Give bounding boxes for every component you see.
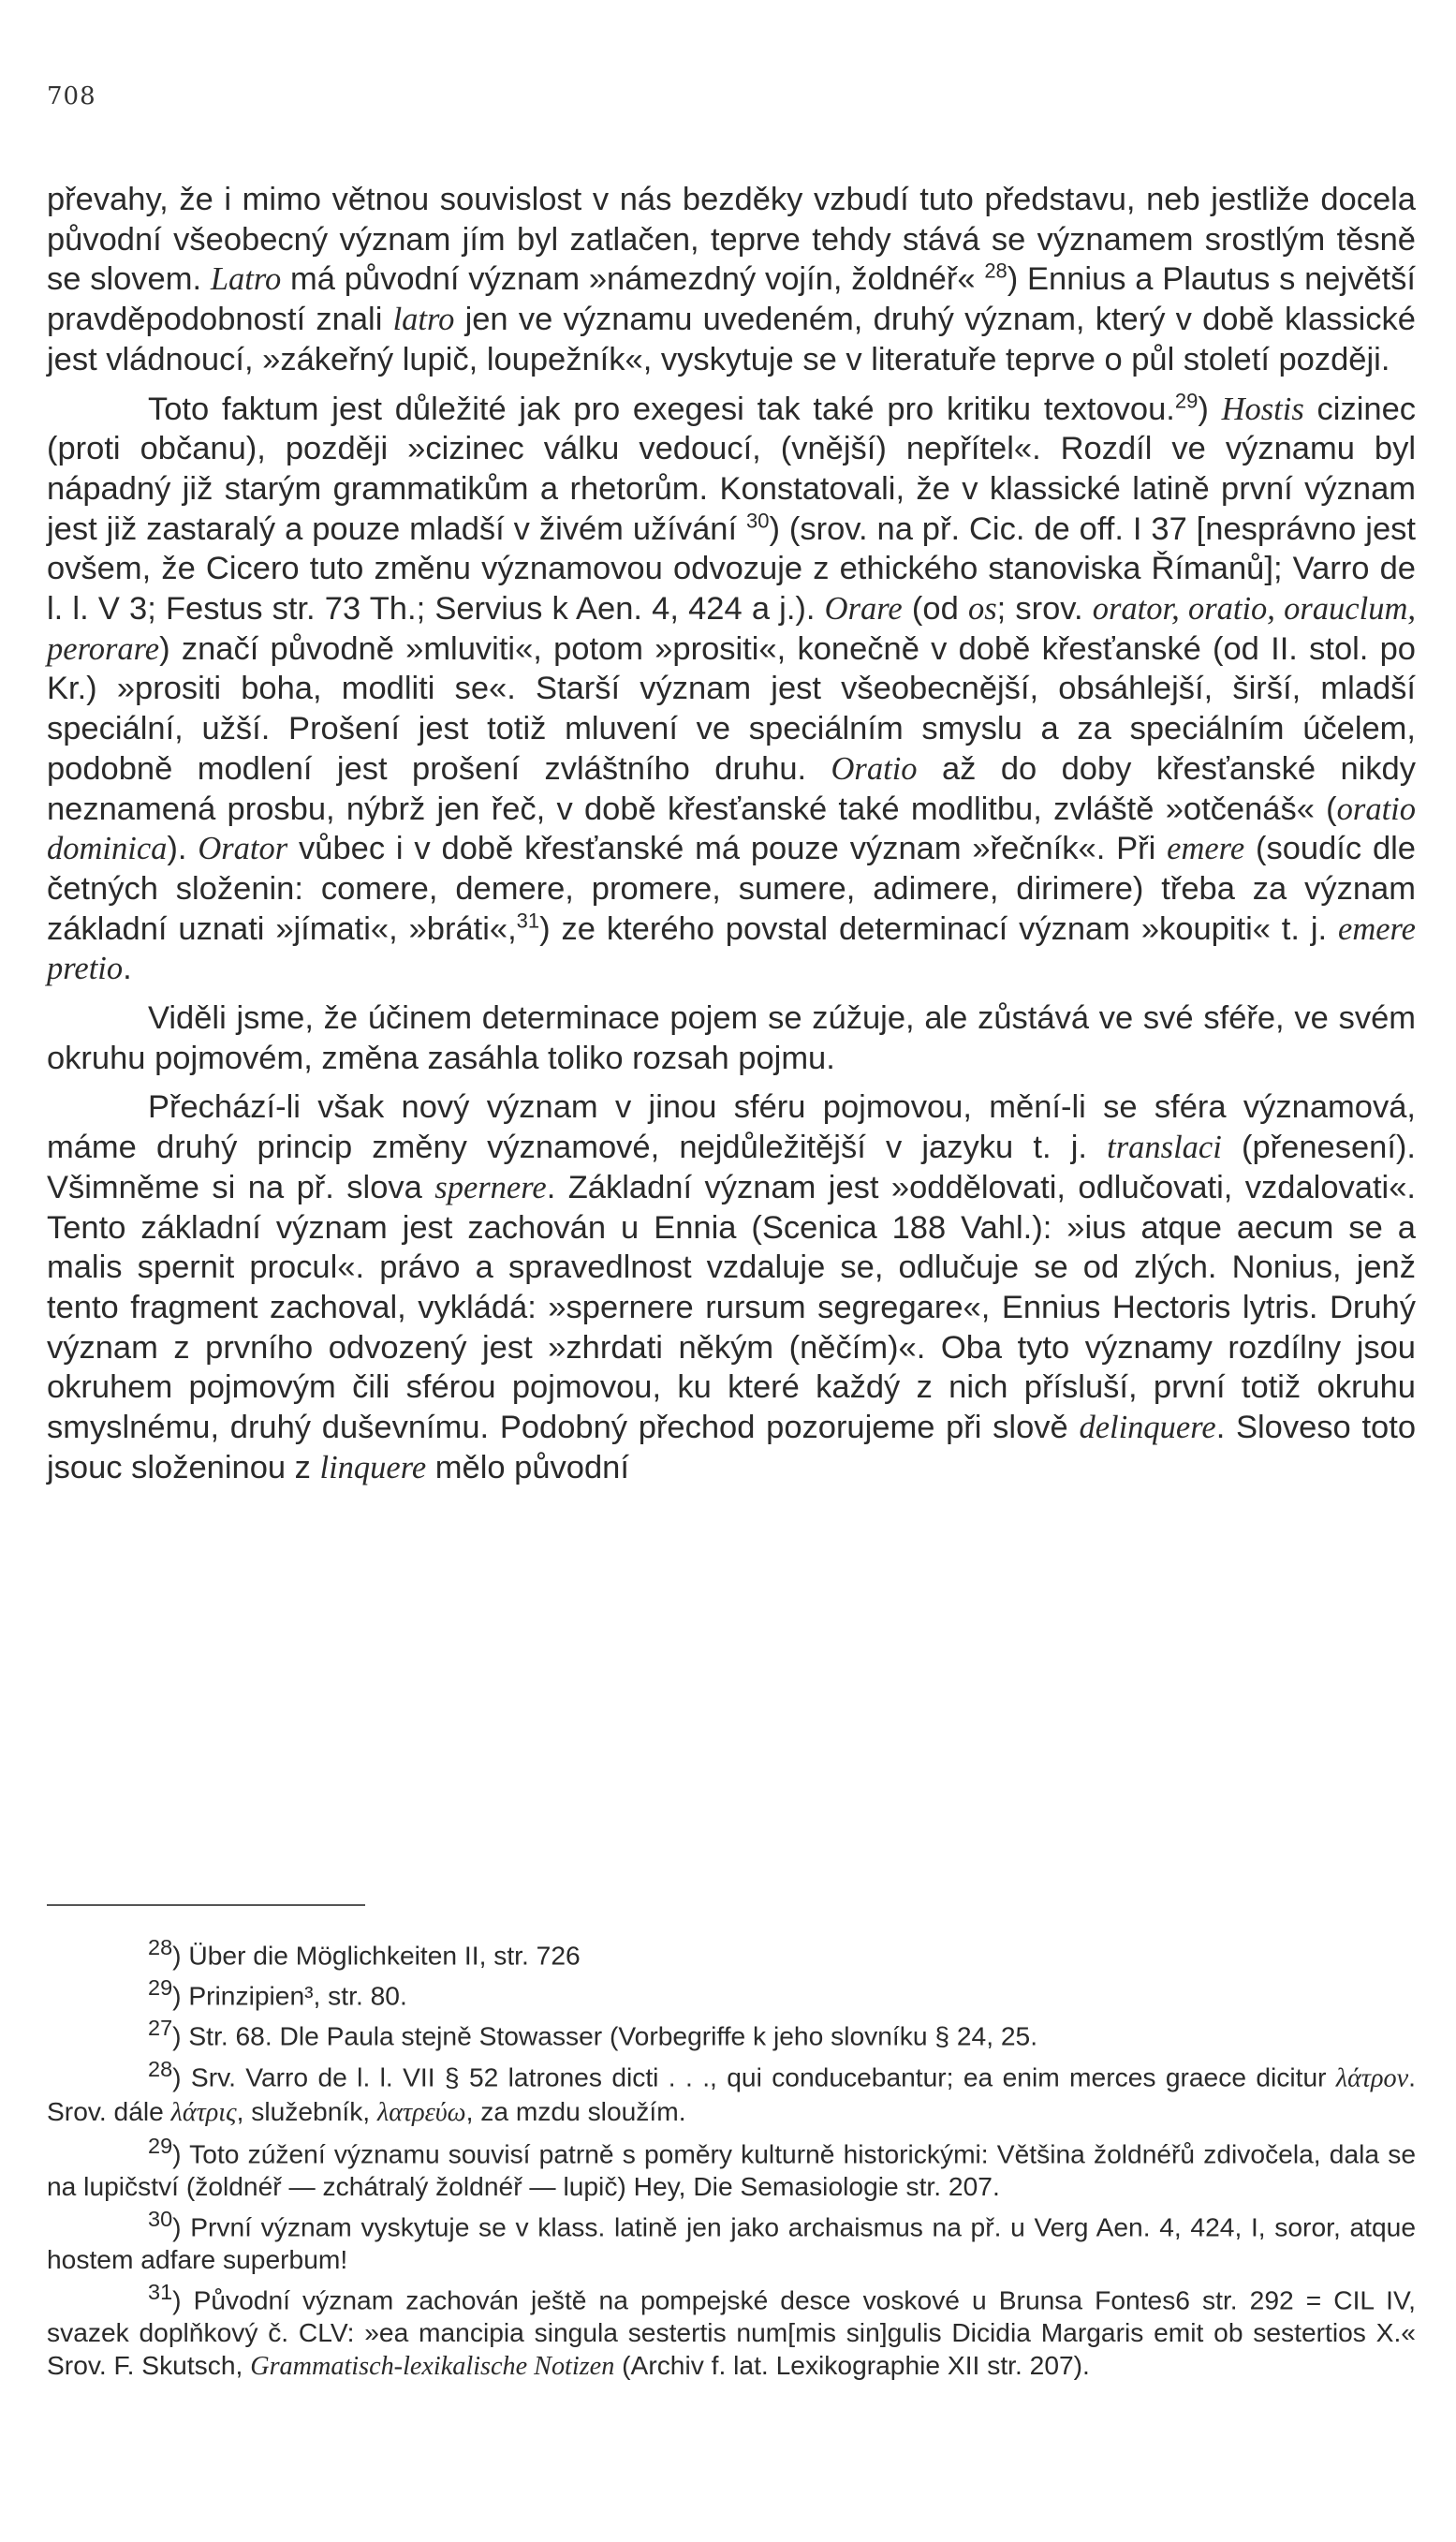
text-run: ) Ennius a Plautus s největší pravděpodobností znali (47, 261, 1416, 338)
text-run: ) První význam vyskytuje se v klass. latině jen jako archaismus na př. u Verg Aen. 4, 424, I, soror, atque hostem adfare superbum! (47, 2210, 1416, 2274)
footnote-ref: 31 (516, 909, 540, 933)
text-run: . Sloveso toto jsouc složeninou z (47, 1410, 1417, 1485)
body-text (47, 180, 1416, 1488)
italic-term: Orator (198, 831, 288, 867)
text-run: ) značí původně »mluviti«, potom »prositi«, konečně v době křesťanské (od II. stol. po Kr.) »prositi boha, modliti se«. Starší význam jest všeobecnější, obsáhlejší, širší, mladší speciální, užší. Prošení jest totiž mluvení ve speciálním smyslu a za speciálním účelem, podobně modlení jest prošení zvláštního druhu. (47, 630, 1416, 787)
text-run: . Základní význam jest »oddělovati, odlučovati, vzdalovati«. Tento základní význam jest zachován u Ennia (Scenica 188 Vahl.): »ius atque aecum se a malis spernit procul«. právo a spravedlnost vzdaluje se, odlučuje se od zlých. Nonius, jenž tento fragment zachoval, vykládá: »spernere rursum segregare«, Ennius Hectoris lytris. Druhý význam z prvního odvozený jest »zhrdati někým (něčím)«. Oba tyto významy rozdílny jsou okruhem pojmovým čili sférou pojmovou, ku které každý z nich přísluší, první totiž okruhu smyslnému, druhý duševnímu. Podobný přechod pozorujeme při slově (47, 1169, 1416, 1446)
footnote-ref: 28 (984, 259, 1007, 283)
text-run: převahy, že i mimo větnou souvislost v nás bezděky vzbudí tuto představu, neb jestliže docela původní všeobecný význam jím byl zatlačen, teprve tehdy stává se významem srostlým těsně se slovem. (47, 182, 1416, 298)
footnote-divider (47, 1904, 365, 1906)
text-run: ) ze kterého povstal determinací význam »koupiti« t. j. (539, 910, 1338, 947)
text-run: cizinec (proti občanu), později »cizinec válku vedoucí, (vnější) nepřítel«. Rozdíl ve významu byl nápadný již starým grammatikům a rhetorům. Konstatovali, že v klassické latině první význam jest již zastaralý a pouze mladší v živém užívání (47, 391, 1417, 547)
text-run: , služebník, (236, 2095, 377, 2126)
text-run: ). (167, 831, 199, 867)
italic-term: λατρεύω (376, 2097, 466, 2127)
paragraph (47, 998, 1416, 1078)
paragraph (47, 180, 1416, 380)
italic-term: Latro (210, 261, 282, 298)
footnote-ref: 27 (148, 2016, 173, 2041)
italic-term: translaci (1107, 1130, 1222, 1166)
footnote (47, 2053, 1416, 2130)
text-run: ) Toto zúžení významu souvisí patrně s poměry kulturně historickými: Většina žoldnéřů zdivočela, dala se na lupičství (žoldnéř — zchátralý žoldnéř — lupič) Hey, Die Semasiologie str. 207. (47, 2137, 1416, 2201)
footnote-ref: 30 (746, 509, 770, 533)
paragraph (47, 390, 1416, 990)
page-number: 708 (47, 82, 96, 111)
italic-term: linquere (319, 1449, 427, 1485)
italic-term: latro (392, 302, 455, 338)
text-run: ) Über die Möglichkeiten II, str. 726 (172, 1940, 581, 1971)
paragraph (47, 1087, 1416, 1487)
footnote-ref: 29 (148, 2133, 173, 2158)
text-run: , za mzdu sloužím. (465, 2095, 686, 2126)
text-run: ) (srov. na př. Cic. de off. I 37 [nesprávno jest ovšem, že Cicero tuto změnu významovou odvozuje z ethického stanoviska Římanů]; Varro de l. l. V 3; Festus str. 73 Th.; Servius k Aen. 4, 424 a j.). (47, 510, 1416, 628)
footnote-ref: 29 (1174, 389, 1199, 413)
italic-term: orator, oratio, orauclum, perorare (47, 591, 1416, 667)
italic-term: Grammatisch-lexikalische Notizen (250, 2351, 615, 2381)
text-run: jen ve významu uvedeném, druhý význam, který v době klassické jest vládnoucí, »zákeřný lupič, loupežník«, vyskytuje se v literatuře teprve o půl století později. (47, 302, 1416, 377)
text-run: (od (902, 591, 968, 628)
text-run: ) Str. 68. Dle Paula stejně Stowasser (Vorbegriffe k jeho slovníku § 24, 25. (172, 2020, 1038, 2051)
italic-term: Oratio (831, 750, 918, 787)
text-run: Toto faktum jest důležité jak pro exegesi tak také pro kritiku textovou. (148, 391, 1175, 427)
text-run: (přenesení). Všimněme si na př. slova (47, 1130, 1416, 1205)
footnote-ref: 28 (148, 2056, 173, 2081)
text-run: . (123, 951, 132, 987)
text-run: má původní význam »námezdný vojín, žoldnéř« (281, 261, 985, 298)
text-run: ; srov. (996, 591, 1093, 628)
text-run: Viděli jsme, že účinem determinace pojem se zúžuje, ale zůstává ve své sféře, ve svém okruhu pojmovém, změna zasáhla toliko rozsah pojmu. (47, 1000, 1416, 1076)
italic-term: λάτρις (170, 2097, 237, 2127)
text-run: . Srov. dále (47, 2061, 1416, 2126)
text-run: Přechází-li však nový význam v jinou sféru pojmovou, mění-li se sféra významová, máme druhý princip změny významové, nejdůležitější v jazyku t. j. (47, 1089, 1416, 1166)
italic-term: oratio dominica (47, 791, 1416, 867)
footnote (47, 1972, 1416, 2012)
text-run: mělo původní (426, 1449, 629, 1485)
footnote-ref: 29 (148, 1975, 173, 2001)
italic-term: delinquere (1079, 1410, 1216, 1446)
footnote-ref: 28 (148, 1935, 173, 1959)
footnote-ref: 30 (148, 2206, 173, 2231)
italic-term: spernere (434, 1169, 547, 1205)
footnote (47, 2130, 1416, 2203)
footnote (47, 1931, 1416, 1972)
text-run: ) Prinzipien³, str. 80. (172, 1980, 407, 2011)
text-run: ) Srv. Varro de l. l. VII § 52 latrones dicti . . ., qui conducebantur; ea enim merces graece dicitur (172, 2061, 1336, 2091)
text-run: ) (1198, 391, 1222, 427)
italic-term: Hostis (1221, 391, 1304, 427)
footnote (47, 2276, 1416, 2384)
footnote-ref: 31 (148, 2279, 173, 2304)
italic-term: λάτρον (1335, 2062, 1409, 2092)
italic-term: os (967, 591, 997, 628)
text-run: ) Původní význam zachován ještě na pompejské desce voskové u Brunsa Fontes6 str. 292 = CIL IV, svazek doplňkový č. CLV: »ea mancipia singula sestertis num[mis sin]gulis Dicidia Margaris emit ob sestertios X.« Srov. F. Skutsch, (47, 2283, 1416, 2380)
text-run: (soudíc dle četných složenin: comere, demere, promere, sumere, adimere, dirimere) třeba za význam základní uznati »jímati«, »bráti«, (47, 831, 1416, 947)
text-run: vůbec i v době křesťanské má pouze význam »řečník«. Při (287, 831, 1168, 867)
footnote (47, 2203, 1416, 2276)
italic-term: Orare (824, 591, 903, 628)
italic-term: emere pretio (47, 910, 1416, 987)
footnote (47, 2012, 1416, 2052)
text-run: až do doby křesťanské nikdy neznamená prosbu, nýbrž jen řeč, v době křesťanské také modlitbu, zvláště »otčenáš« ( (47, 750, 1416, 827)
italic-term: emere (1167, 831, 1245, 867)
text-run: (Archiv f. lat. Lexikographie XII str. 207). (614, 2349, 1090, 2380)
footnotes (47, 1931, 1416, 2383)
